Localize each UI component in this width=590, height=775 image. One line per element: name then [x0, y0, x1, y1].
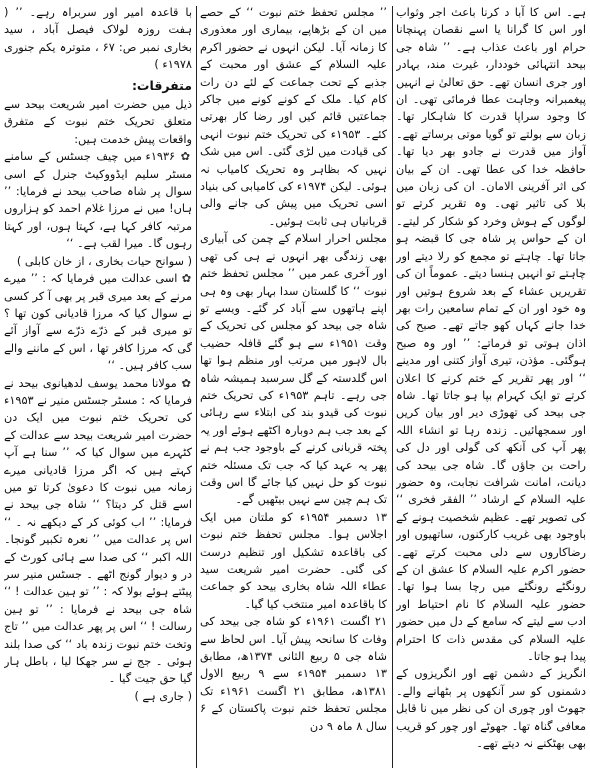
column-divider — [392, 6, 393, 768]
paragraph: مجلس احرار اسلام کے چمن کی آبیاری بھی زندگی بھر انہوں نے ہی کی تھی اور آخری عمر میں ’’ مجلس تحفظ ختم نبوت ‘‘ کا گلستان سدا بہار بھی وہ ہی اپنے ہاتھوں سے آباد کر گئے۔ ویسے تو شاہ جی بیحد کو مجلس کی تحریک کے وقت ۱۹۵۱ء سے ہو گئے قافلہ حضیب بال لاہور میں مرتب اور منظم ہوا تھا اس گلدستہ کے گل سرسبد ہمیشہ شاہ جی رہے۔ تاہم ۱۹۵۳ء کی تحریک ختم نبوت کی قیدو بند کی ابتلاء سے رہائی کے بعد جب ہم دوبارہ اکٹھے ہوئے اور یہ پختہ قربانی کرنے کے باوجود جب ہم نے پھر یہ عہد کیا کہ جب تک مسئلہ ختم نبوت کو حل نہیں کیا جائے گا اس وقت تک ہم چین سے نہیں بیٹھیں گے۔ — [200, 232, 387, 507]
paragraph: ہے۔ اس کا آبا د کرنا باعث اجر وثواب اور اس کا گرانا یا اسے نقصان پہنچانا حرام اور باعث عذاب ہے۔ ’’ شاہ جی بیحد انتہائی خوددار، غیرت مند، بہادر اور جری انسان تھے۔ حق تعالیٰ نے انہیں پیغمبرانہ وجاہت عطا فرمائی تھی۔ ان کا وجود سراپا قدرت کا شاہکار تھا۔ زبان سے بولتے تو گویا موتی برساتے تھے۔ آواز میں قدرت نے جادو بھر دیا تھا۔ حافظہ خدا کی عطا تھی۔ ان کے بیان کی اثر آفرینی الامان۔ ان کی زبان میں بلا کی تاثیر تھی۔ وہ تقریر کرتے تو لوگوں کے ہوش وخرد کو شکار کر لیتے۔ ان کے حواس پر شاہ جی کا قبضہ ہو جاتا تھا۔ چاہتے تو مجمع کو رلا دیتے اور چاہتے تو انہیں ہنسا دیتے۔ عموماً ان کی تقریریں عشاء کے بعد شروع ہوتیں اور وہ خود اور ان کے تمام سامعین رات بھر خدا جانے کہاں کھو جاتے تھے۔ صبح کی اذان ہوتی تو فرماتے: ’’ اور وہ صبح ہوگئی۔ مؤذن، تیری آواز کتنی اور مدینے ‘‘ اور پھر تقریر کے ختم کرنے کا اعلان کرتے تو ایک کہرام بپا ہو جاتا تھا۔ شاہ جی بیحد کی تھوڑی دیر اور بیان کریں اور سمجھائیں۔ زندہ رہا تو انشاء اللہ پھر آپ کی آنکھ کی گولی اور دل کی راحت بن جاؤں گا۔ شاہ جی بیحد کی دیانت، امانت شرافت نجابت، وہ حضور علیہ السلام کے ارشاد ’’ الفقر فخری ‘‘ کی تصویر تھے۔ عظیم شخصیت ہونے کے باوجود بھی غریب کارکنوں، ساتھیوں اور رضاکاروں سے دلی محبت کرتے تھے۔ حضور اکرم علیہ السلام کا عشق ان کے رونگٹے رونگٹے میں رچا بسا ہوا تھا۔ حضور علیہ السلام کا نام احتیاط اور ادب سے لیتے کہ سامع کے دل میں حضور علیہ السلام کی مقدس ذات کا احترام پیدا ہو جاتا۔ — [396, 6, 586, 664]
list-item — [4, 270, 192, 374]
source-citation: ( سوانح حیات بخاری ، از خان کابلی ) — [16, 254, 192, 268]
continued-note: ( جاری ہے ) — [134, 689, 192, 703]
list-item-text: مولانا محمد یوسف لدھیانوی بیحد نے فرمایا کہ : مسٹر جسٹس منیر نے ۱۹۵۳ء کی تحریک ختم نبوت میں ایک دن حضرت امیر شریعت بیحد سے عدالت کے کٹہرے میں سوال کیا کہ ’’ سنا ہے آپ کہتے ہیں کہ اگر مرزا قادیانی میرے زمانہ میں نبوت کا دعویٰ کرتا تو میں اسے قتل کر دیتا؟ ‘‘ شاہ جی بیحد نے فرمایا: ’’ اب کوئی کر کے دیکھے نہ ۔ ‘‘ اس پر عدالت میں ’’ نعرہ تکبیر گونجا۔ اللہ اکبر ‘‘ کی صدا سے ہائی کورٹ کے در و دیوار گونج اٹھے ۔ جسٹس منیر سر پیٹتے ہوئے بولا کہ : ’’ تو ہین عدالت ! ‘‘ شاہ جی بیحد نے فرمایا : ’’ تو ہین رسالت ! ‘‘ اس پر پھر عدالت میں ’’ تاج وتخت ختم نبوت زندہ باد ‘‘ کی صدا بلند ہوئی ۔ جج نے سر جھکا لیا ، باطل ہار گیا حق جیت گیا ۔ — [4, 376, 192, 686]
flower-bullet-icon: ✿ — [181, 376, 192, 390]
list-item-text: ۱۹۳۶ء میں چیف جسٹس کے سامنے مسٹر سلیم ایڈووکیٹ جنرل کے اسی سوال پر شاہ صاحب بیحد نے فرمایا: ’’ ہاں! میں نے مرزا غلام احمد کو ہزاروں مرتبہ کافر کہا ہے، کہتا ہوں، اور کہتا رہوں گا۔ میرا لقب ہے۔ ‘‘ — [4, 150, 192, 251]
right-column — [396, 4, 586, 771]
intro-paragraph: ذیل میں حضرت امیر شریعت بیحد سے متعلق تحریک ختم نبوت کے متفرق واقعات پیش خدمت ہیں: — [4, 98, 192, 146]
list-item — [4, 148, 192, 252]
left-column — [4, 4, 192, 771]
paragraph: ۱۳ دسمبر ۱۹۵۴ء کو ملتان میں ایک اجلاس ہوا۔ مجلس تحفظ ختم نبوت کی باقاعدہ تشکیل اور تنظیم درست کی گئی۔ حضرت امیر شریعت سید عطاء اللہ شاہ بخاری بیحد کو جماعت کا باقاعدہ امیر منتخب کیا گیا۔ — [200, 510, 387, 611]
section-heading: متفرقات: — [131, 77, 192, 93]
flower-bullet-icon: ✿ — [180, 150, 192, 164]
list-item-text: اسی عدالت میں فرمایا کہ : ’’ میرے مرنے کے بعد میری قبر پر بھی آ کر کسی نے سوال کیا کہ مرزا قادیانی کون تھا ؟ تو میری قبر کے ذرّے ذرّے سے آواز آئے گی کہ مرزا کافر تھا ، اس کے ماننے والے سب کافر ہیں۔ ‘‘ — [4, 272, 192, 373]
column-divider — [196, 6, 197, 768]
flower-bullet-icon: ✿ — [181, 272, 192, 286]
intro-paragraph: با قاعدہ امیر اور سربراہ رہے۔ ’’ ( ہفت روزہ لولاک فیصل آباد ، سید بخاری نمبر ص: ۶۷ ، متوترہ یکم جنوری ۱۹۷۸ء ) — [4, 6, 192, 72]
paragraph: ۲۱ اگست ۱۹۶۱ء کو شاہ جی بیحد کی وفات کا سانحہ پیش آیا۔ اس لحاظ سے شاہ جی ۵ ربیع الثانی ۱۳۷۴ھ، مطابق ۱۳ دسمبر ۱۹۵۴ء سے ۹ ربیع الاول ۱۳۸۱ھ، مطابق ۲۱ اگست ۱۹۶۱ء تک مجلس تحفظ ختم نبوت پاکستان کے ۶ سال ۸ ماہ ۹ دن — [200, 615, 387, 733]
list-item — [4, 375, 192, 688]
paragraph: انگریز کے دشمن تھے اور انگریزوں کے دشمنوں کو سر آنکھوں پر بٹھانے والے۔ جھوٹ اور چوری ان کی نظر میں نا قابل معافی گناہ تھا۔ جھوٹے اور چور کو قریب بھی بھٹکنے نہ دیتے تھے۔ — [396, 667, 586, 751]
middle-column — [200, 4, 387, 771]
paragraph: ’’ مجلس تحفظ ختم نبوت ‘‘ کے حصے میں ان کے بڑھاپے، بیماری اور معذوری کا زمانہ آیا۔ لیکن انہوں نے حضور اکرم علیہ السلام کے عشق اور محبت کے جذبے کے تحت جماعت کے لئے دن رات کام کیا۔ ملک کے کونے کونے میں جاکر جماعتیں قائم کیں اور رضا کار بھرتی کئے۔ ۱۹۵۳ء کی تحریک ختم نبوت انہی کی قیادت میں لڑی گئی۔ اس میں شک نہیں کہ بظاہر وہ تحریک کامیاب نہ ہوئی۔ لیکن ۱۹۷۴ء کی کامیابی کی بنیاد اسی تحریک میں پیش کی جانے والی قربانیاں ہی ثابت ہوئیں۔ — [200, 6, 387, 228]
